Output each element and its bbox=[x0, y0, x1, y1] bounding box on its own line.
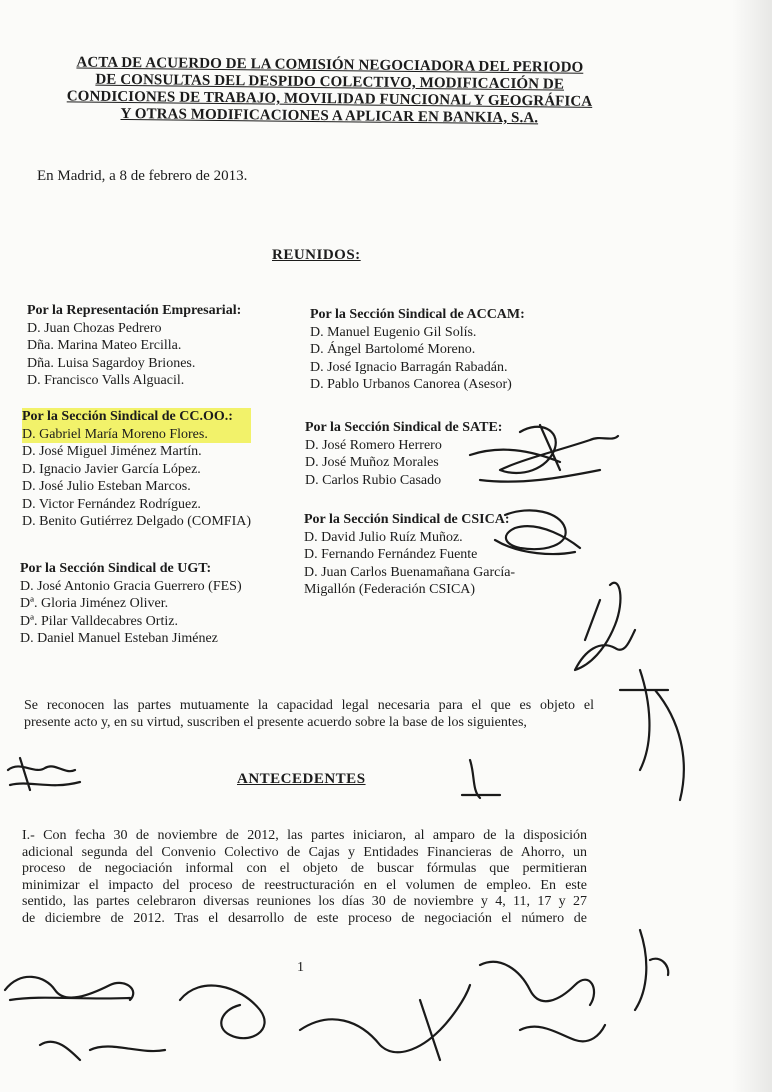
group-title: Por la Sección Sindical de UGT: bbox=[20, 561, 212, 576]
signature-right-2 bbox=[620, 670, 684, 800]
signature-left-1 bbox=[8, 758, 80, 790]
paragraph-line: I.- Con fecha 30 de noviembre de 2012, las partes iniciaron, al amparo de la disposición bbox=[22, 828, 587, 843]
signature-bottom-small bbox=[40, 1042, 165, 1060]
title-line: CONDICIONES DE TRABAJO, MOVILIDAD FUNCIONAL Y GEOGRÁFICA bbox=[66, 88, 593, 110]
signature-far-right bbox=[635, 930, 668, 1010]
member-name: D. José Antonio Gracia Guerrero (FES) bbox=[20, 578, 242, 594]
signature-bottom-right bbox=[480, 962, 605, 1042]
member-name: D. Gabriel María Moreno Flores. bbox=[22, 426, 251, 444]
member-name: D. Manuel Eugenio Gil Solís. bbox=[310, 324, 477, 340]
group-title: Por la Sección Sindical de CSICA: bbox=[304, 512, 510, 527]
member-name: D. Ignacio Javier García López. bbox=[22, 461, 201, 477]
group-title: Por la Sección Sindical de CC.OO.: bbox=[22, 408, 251, 426]
antecedentes-heading: ANTECEDENTES bbox=[237, 771, 366, 787]
paragraph-line: adicional segunda del Convenio Colectivo de Cajas y Entidades Financieras de Ahorro, un bbox=[22, 844, 587, 860]
member-name: Dª. Gloria Jiménez Oliver. bbox=[20, 596, 169, 611]
group-empresarial bbox=[27, 302, 241, 390]
group-title: Por la Sección Sindical de ACCAM: bbox=[310, 307, 525, 322]
group-sate bbox=[305, 419, 502, 489]
paragraph-line: de diciembre de 2012. Tras el desarrollo de este proceso de negociación el número de bbox=[22, 910, 587, 926]
member-name: D. José Muñoz Morales bbox=[305, 455, 439, 470]
signature-right-1 bbox=[575, 583, 635, 670]
member-name: D. Pablo Urbanos Canorea (Asesor) bbox=[310, 377, 512, 392]
member-name: D. Benito Gutiérrez Delgado (COMFIA) bbox=[22, 514, 252, 529]
member-name: D. José Ignacio Barragán Rabadán. bbox=[310, 359, 508, 375]
document-title bbox=[29, 54, 630, 128]
recognition-paragraph bbox=[24, 698, 594, 731]
reunidos-heading: REUNIDOS: bbox=[272, 247, 361, 263]
title-line: Y OTRAS MODIFICACIONES A APLICAR EN BANKIA, S.A. bbox=[120, 105, 539, 127]
member-name: D. David Julio Ruíz Muñoz. bbox=[304, 529, 463, 545]
member-name: D. Ángel Bartolomé Moreno. bbox=[310, 342, 476, 357]
member-name: Dª. Pilar Valldecabres Ortiz. bbox=[20, 613, 178, 629]
member-name: D. Daniel Manuel Esteban Jiménez bbox=[20, 631, 218, 646]
member-name: D. Juan Carlos Buenamañana García- bbox=[304, 564, 516, 580]
paragraph-line: minimizar el impacto del proceso de reestructuración en el volumen de empleo. En este bbox=[22, 877, 587, 893]
group-title: Por la Sección Sindical de SATE: bbox=[305, 420, 503, 435]
group-ccoo bbox=[22, 408, 251, 531]
group-accam bbox=[310, 306, 525, 394]
member-name: D. Juan Chozas Pedrero bbox=[27, 320, 162, 336]
member-name: Dña. Marina Mateo Ercilla. bbox=[27, 338, 182, 353]
page-number: 1 bbox=[297, 960, 304, 975]
paragraph-line: sentido, las partes celebraron diversas reuniones los días 30 de noviembre y 4, 11, 17 y 27 bbox=[22, 894, 587, 909]
member-name: D. Francisco Valls Alguacil. bbox=[27, 373, 185, 388]
page-edge-shadow bbox=[732, 0, 772, 1092]
group-ugt bbox=[20, 560, 242, 648]
member-name: D. Fernando Fernández Fuente bbox=[304, 547, 478, 562]
signature-bottom-middle bbox=[180, 986, 265, 1039]
paragraph-line: presente acto y, en su virtud, suscriben el presente acuerdo sobre la base de los siguientes, bbox=[24, 714, 527, 730]
paragraph-line: proceso de negociación informal con el objeto de buscar fórmulas que permitieran bbox=[22, 861, 587, 876]
paragraph-line: Se reconocen las partes mutuamente la capacidad legal necesaria para el que es objeto el bbox=[24, 698, 594, 713]
group-csica bbox=[304, 511, 515, 599]
signature-middle bbox=[462, 760, 500, 798]
title-line: ACTA DE ACUERDO DE LA COMISIÓN NEGOCIADORA DEL PERIODO bbox=[76, 54, 584, 76]
title-line: DE CONSULTAS DEL DESPIDO COLECTIVO, MODIFICACIÓN DE bbox=[95, 71, 565, 93]
group-title: Por la Representación Empresarial: bbox=[27, 303, 242, 318]
signature-bottom-left bbox=[5, 977, 133, 1000]
signature-bottom-center bbox=[300, 985, 470, 1060]
member-name: D. José Romero Herrero bbox=[305, 437, 442, 453]
antecedentes-paragraph bbox=[22, 828, 587, 927]
member-name: D. Victor Fernández Rodríguez. bbox=[22, 496, 201, 512]
member-name: Migallón (Federación CSICA) bbox=[304, 582, 476, 597]
member-name: D. José Julio Esteban Marcos. bbox=[22, 479, 191, 494]
member-name: D. José Miguel Jiménez Martín. bbox=[22, 444, 202, 459]
member-name: Dña. Luisa Sagardoy Briones. bbox=[27, 355, 196, 371]
date-line: En Madrid, a 8 de febrero de 2013. bbox=[37, 168, 248, 184]
member-name: D. Carlos Rubio Casado bbox=[305, 472, 442, 488]
